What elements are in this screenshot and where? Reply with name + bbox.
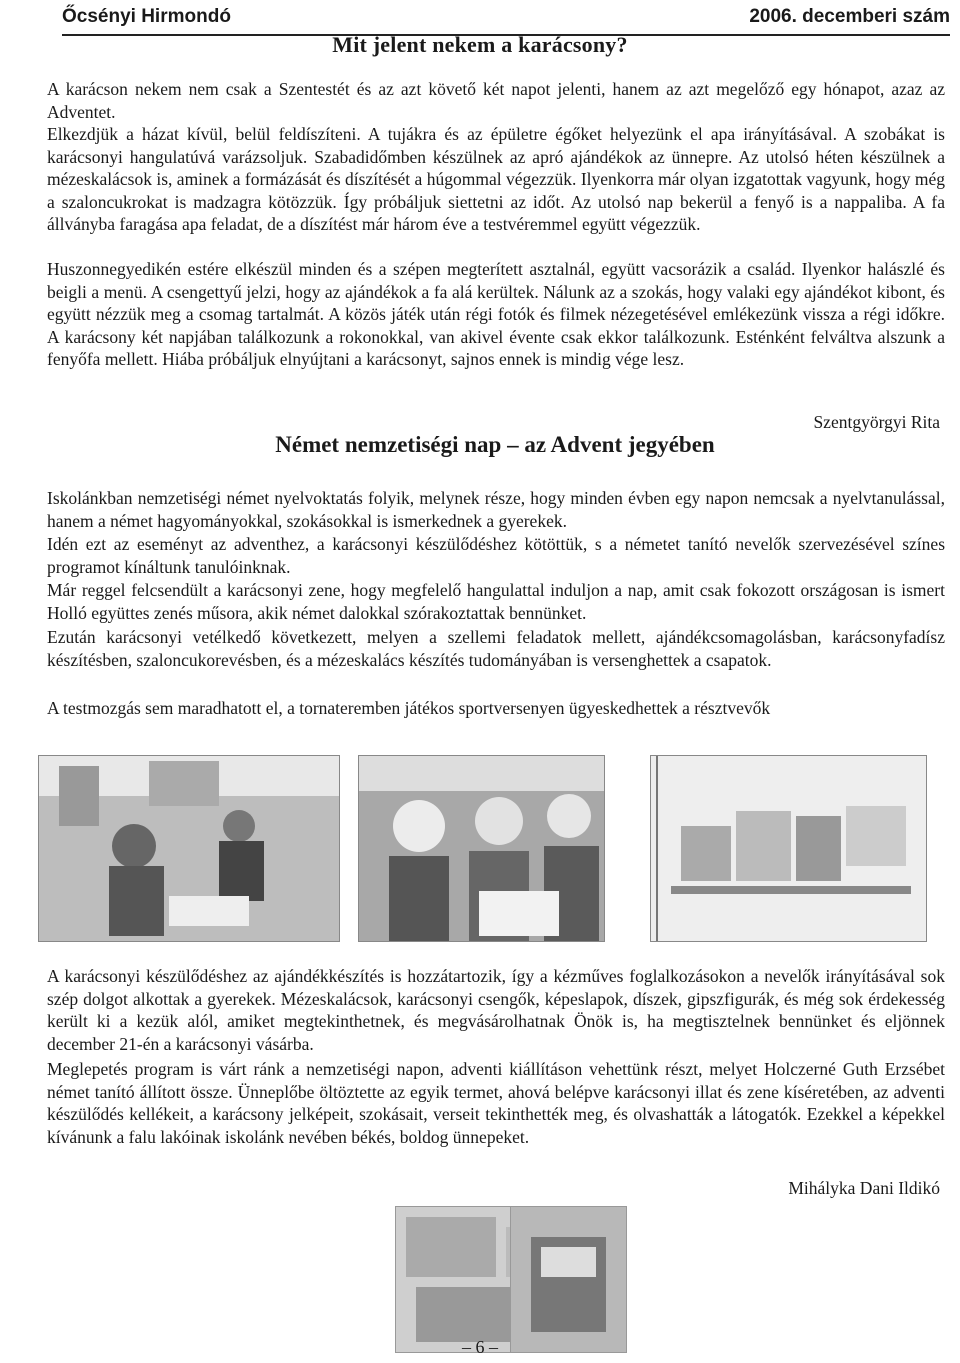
article2-paragraph-6: A karácsonyi készülődéshez az ajándékkészítés is hozzátartozik, így a kézműves foglalkozásokon a nevelők irányításával sok szép dolgot alkottak a gyerekek. Mézeskalácsok, karácsonyi csengők, képeslapok, díszek, gipszfigurák, és még sok érdekesség került ki a kezük alól, amiket megtekinthetnek, és megvásárolhatnak Önök is, ha megtisztelnek bennünket és eljönnek december 21-én a karácsonyi vásárba. — [47, 966, 945, 1054]
publication-name: Őcsényi Hirmondó — [62, 6, 231, 27]
article2-paragraph-1: Iskolánkban nemzetiségi német nyelvoktatás folyik, melynek része, hogy minden évben egy napon nemcsak a nyelvtanulással, hanem a német hagyományokkal, szokásokkal is ismerkednek a gyerekek. — [47, 488, 945, 531]
article2-paragraph-4: Ezután karácsonyi vetélkedő következett, melyen a szellemi feladatok mellett, ajándékcsomagolásban, karácsonyfadísz készítésben, szaloncukorevésben, és a mézeskalács készítés tudományában is versenghettek a csapatok. — [47, 627, 945, 670]
article2-title: Német nemzetiségi nap – az Advent jegyében — [275, 432, 715, 457]
photo-children — [358, 755, 605, 942]
article2-paragraph-2: Idén ezt az eseményt az adventhez, a karácsonyi készülődéshez kötöttük, s a németet tanító nevelők szervezésével színes programot kínáltunk tanulóinknak. — [47, 534, 945, 577]
article1-title: Mit jelent nekem a karácsony? — [332, 32, 628, 57]
article1-author: Szentgyörgyi Rita — [813, 412, 940, 432]
article1-paragraph-2: Elkezdjük a házat kívül, belül feldíszíteni. A tujákra és az épületre égőket helyezünk el apa irányításával. A szobákat is karácsonyi hangulatúvá varázsoljuk. Szabadidőmben készülnek az apró ajándékok az ünnepre. Az utolsó héten készülnek a mézeskalácsok is, aminek a formázását és díszítését a húgommal végezzük. Ilyenkorra már olyan izgatottak vagyunk, hogy még a szaloncukrokat is madzagra kötözzük. Így próbáljuk siettetni az időt. Az utolsó nap bekerül a fenyő is a nappaliba. A fa állványba faragása apa feladat, de a díszítést már három éve a testvéremmel együtt végezzük. — [47, 124, 945, 234]
article2-paragraph-7: Meglepetés program is várt ránk a nemzetiségi napon, adventi kiállításon vehettünk részt, melyet Holczerné Guth Erzsébet német tanító állított össze. Ünneplőbe öltöztette az egyik termet, ahová belépve karácsonyi illat és zene kíséretében, az adventi készülődés kellékeit, a karácsony jelképeit, szokásait, verseit tekinthették meg, és olvashatták a látogatók. Ezekkel a képekkel kívánunk a falu lakóinak iskolánk nevében békés, boldog ünnepeket. — [47, 1059, 945, 1147]
issue-label: 2006. decemberi szám — [749, 6, 950, 27]
photo-craft-activity — [38, 755, 340, 942]
article1-paragraph-1: A karácson nekem nem csak a Szentestét és az azt követő két napot jelenti, hanem az azt megelőző egy hónapot, azaz az Adventet. — [47, 79, 945, 122]
photo-bottom-right — [510, 1206, 627, 1353]
photo-advent-exhibition — [650, 755, 927, 942]
article2-paragraph-3: Már reggel felcsendült a karácsonyi zene, hogy megfelelő hangulattal induljon a nap, amit csak fokozott országosan is ismert Holló együttes zenés műsora, akik német dalokkal szórakoztattak bennünket. — [47, 580, 945, 623]
article1-paragraph-3: Huszonnegyedikén estére elkészül minden és a szépen megterített asztalnál, együtt vacsorázik a család. Ilyenkor halászlé és beigli a menü. A csengettyű jelzi, hogy az ajándékok a fa alá kerültek. Nálunk az a szokás, hogy valaki egy ajándékot kibont, és együtt nézzük meg a csomag tartalmát. A közös játék után régi fotók és filmek nézegetésével emlékezünk vissza a régi időkre. A karácsony két napjában találkozunk a rokonokkal, van akivel évente csak ekkor találkozunk. Esténként felváltva alszunk a fenyőfa mellett. Hiába próbáljuk elnyújtani a karácsonyt, sajnos ennek is mindig vége lesz. — [47, 259, 945, 369]
article2-paragraph-5: A testmozgás sem maradhatott el, a tornateremben játékos sportversenyen ügyeskedhettek a résztvevők — [47, 698, 771, 718]
page-number: – 6 – — [462, 1337, 498, 1357]
article2-author: Mihályka Dani Ildikó — [788, 1178, 940, 1198]
